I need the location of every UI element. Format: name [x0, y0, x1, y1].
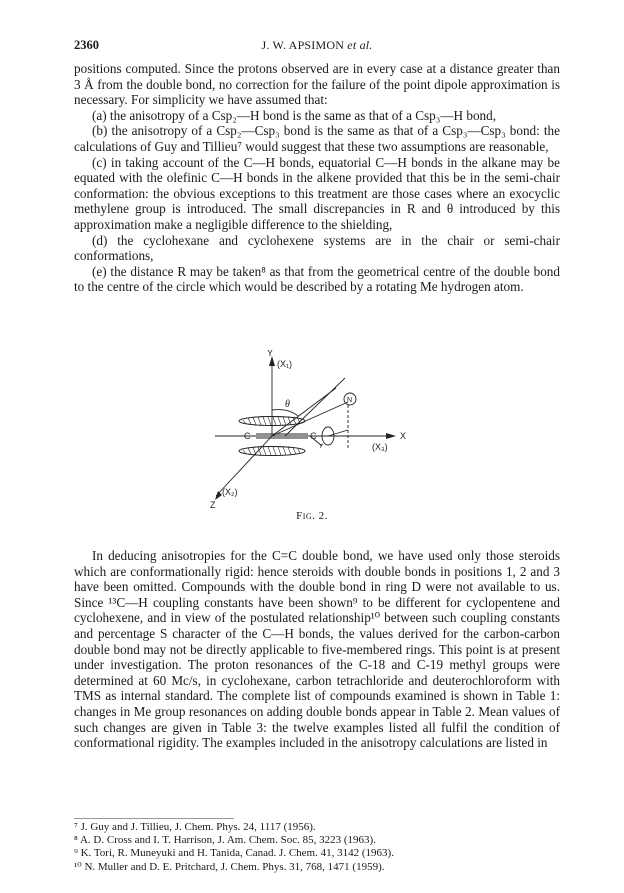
label-c-right: C	[310, 431, 317, 441]
footnote-7: ⁷ J. Guy and J. Tillieu, J. Chem. Phys. 24, 1117 (1956).	[74, 821, 316, 833]
assumption-a: (a) the anisotropy of a Csp₂—H bond is the same as that of a Csp₃—H bond,	[92, 107, 497, 123]
footnotes	[74, 821, 560, 874]
body-text-bottom	[74, 548, 560, 751]
label-z: Z	[210, 500, 216, 510]
figure-caption-number: . 2.	[312, 510, 328, 522]
assumption-c: (c) in taking account of the C—H bonds, equatorial C—H bonds in the alkane may be equated with the olefinic C—H bonds in the alkene provided that this be in the semi-chair conformation: the obvious exceptions to this treatment are those cases where an exocyclic methylene group is introduced. The small discrepancies in R and θ introduced by this approximation make a negligible difference to the shielding,	[74, 154, 560, 232]
running-head-prefix: J. W. A	[261, 38, 298, 52]
footnote-rule	[74, 818, 234, 819]
label-r: r	[320, 441, 324, 450]
label-c-left: C	[244, 431, 251, 441]
body-text-top	[74, 61, 560, 295]
label-n: N	[347, 397, 353, 404]
running-head	[74, 38, 560, 53]
label-y: Y	[267, 350, 274, 358]
assumption-e: (e) the distance R may be taken⁸ as that from the geometrical centre of the double bond to the centre of the circle which would be described by a rotating Me hydrogen atom.	[74, 263, 560, 295]
figure-caption	[0, 510, 624, 522]
paragraph: In deducing anisotropies for the C=C double bond, we have used only those steroids which are conformationally rigid: hence steroids with double bonds in positions 1, 2 and 3 have been omitted. Compounds with the double bond in ring D were not available to us. Since ¹³C—H coupling constants have been shown⁹ to be different for cyclopentene and cyclohexene, and in view of the postulated relationship¹⁰ between such coupling constants and percentage S character of the C—H bonds, the values derived for the carbon-carbon double bond may not be directly applicable to five-membered rings. This point is at present under investigation. The proton resonances of the C-18 and C-19 methyl groups were determined at 60 Mc/s, in cyclohexane, carbon tetrachloride and deuterochloroform with TMS as internal standard. The complete list of compounds examined is shown in Table 1: changes in Me group resonances on adding double bonds appear in Table 2. Mean values of such changes are given in Table 3: the twelve examples listed all fulfil the condition of conformational rigidity. The examples included in the anisotropy calculations are listed in	[74, 548, 560, 751]
label-x: X	[400, 431, 407, 441]
page-number: 2360	[74, 38, 99, 52]
footnote-8: ⁸ A. D. Cross and I. T. Harrison, J. Am. Chem. Soc. 85, 3223 (1963).	[74, 834, 376, 847]
footnote-10: ¹⁰ N. Muller and D. E. Pritchard, J. Chem. Phys. 31, 768, 1471 (1959).	[74, 860, 385, 873]
page-header	[74, 38, 560, 54]
label-x2: (X₂)	[222, 487, 238, 497]
running-head-smallcaps: PSIMON	[297, 38, 345, 52]
label-x3: (X₃)	[372, 442, 388, 452]
label-theta: θ	[285, 399, 290, 410]
figure-2-diagram	[210, 350, 460, 510]
paragraph: positions computed. Since the protons observed are in every case at a distance greater than 3 Å from the double bond, no correction for the failure of the point dipole approximation is necessary. For simplicity we have assumed that:	[74, 61, 560, 108]
label-x1: (X₁)	[277, 359, 293, 369]
figure-caption-label: Fig	[296, 510, 313, 522]
assumption-d: (d) the cyclohexane and cyclohexene systems are in the chair or semi-chair conformations,	[74, 232, 560, 264]
running-head-suffix: et al.	[344, 38, 373, 52]
assumption-b: (b) the anisotropy of a Csp₂—Csp₃ bond is the same as that of a Csp₃—Csp₃ bond: the calculations of Guy and Tillieu⁷ would suggest that these two assumptions are reasonable,	[74, 123, 560, 154]
footnote-9: ⁹ K. Tori, R. Muneyuki and H. Tanida, Canad. J. Chem. 41, 3142 (1963).	[74, 847, 394, 860]
